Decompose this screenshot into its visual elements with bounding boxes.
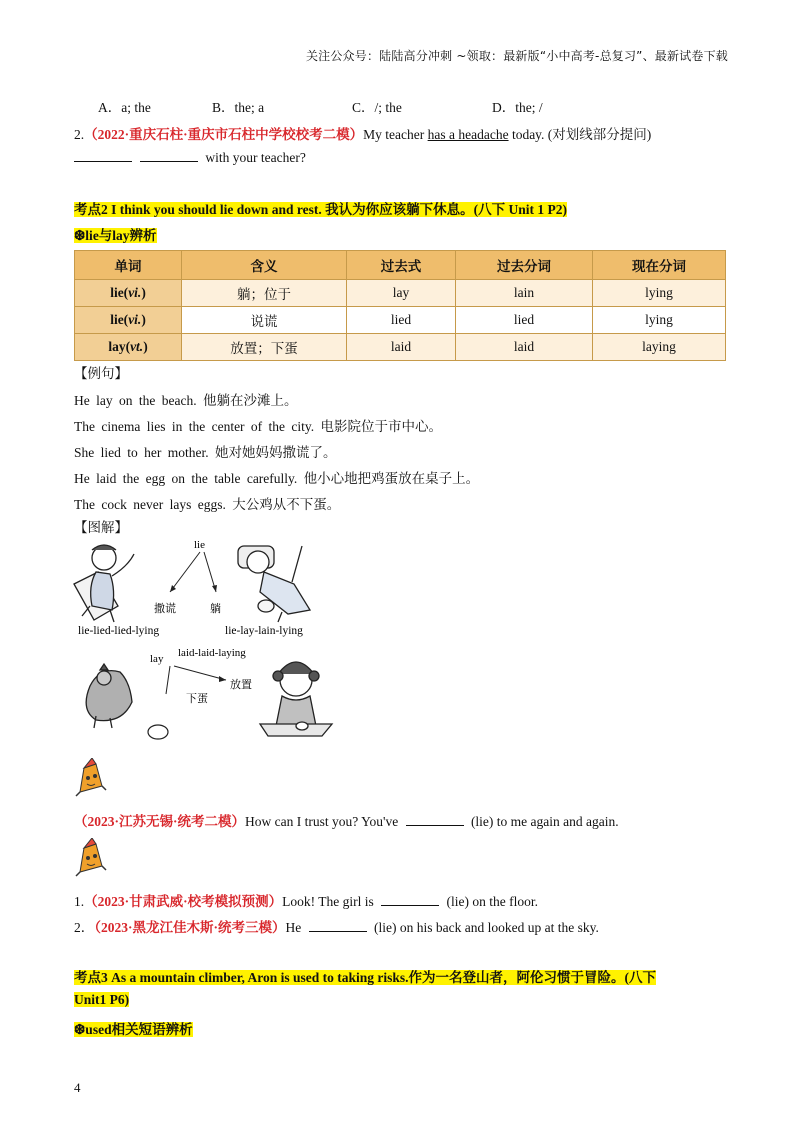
col-header: 过去式 [347, 251, 456, 280]
present-participle-cell: laying [593, 334, 726, 361]
lie-lay-table [74, 250, 726, 361]
past-cell: lied [347, 307, 456, 334]
arrow-head [219, 676, 226, 682]
word-cell: lay(vt.) [75, 334, 182, 361]
pencil-mascot-icon [74, 838, 108, 878]
meaning-cell: 说谎 [182, 307, 347, 334]
word-cell: lie(vi.) [75, 280, 182, 307]
kaodian-3-title: 考点3 As a mountain climber, Aron is used to taking risks.作为一名登山者，阿伦习惯于冒险。(八下 [74, 970, 657, 985]
col-header: 单词 [75, 251, 182, 280]
past-participle-cell: lain [456, 280, 593, 307]
past-cell: lay [347, 280, 456, 307]
question-2-top [74, 123, 651, 143]
meaning-cell: 放置；下蛋 [182, 334, 347, 361]
option-a: A．a; the [98, 100, 151, 115]
examples-label: 【例句】 [74, 366, 128, 381]
answer-blank-2[interactable] [140, 149, 198, 162]
egg-illustration [148, 725, 168, 739]
table-header-row [75, 251, 726, 280]
option-b: B．the; a [212, 100, 265, 115]
table-row [75, 280, 726, 307]
arrow-left [170, 552, 200, 592]
hen-illustration [86, 664, 132, 728]
lay-label: lay [150, 653, 164, 665]
page-header: 关注公众号：陆陆高分冲刺 ~领取：最新版“小中高考-总复习”、最新试卷下载 [305, 49, 728, 63]
lie-lay-diagram [70, 536, 350, 746]
girl-lying-illustration [238, 546, 310, 622]
underlined-phrase: has a headache [427, 127, 509, 142]
question-text-after: today. (对划线部分提问) [508, 127, 652, 142]
question-text: My teacher [363, 127, 428, 142]
answer-blank[interactable] [309, 919, 367, 932]
lay-left-label: 下蛋 [186, 692, 208, 705]
pencil-mascot-icon [74, 758, 108, 798]
question-tail: with your teacher? [205, 150, 306, 165]
col-header: 含义 [182, 251, 347, 280]
question-main: （2023·江苏无锡·统考二模）How can I trust you? You've (lie) to me again and again. [74, 814, 619, 829]
diagram-root-label: lie [194, 539, 205, 551]
practice-question: 1.（2023·甘肃武威·校考模拟预测）Look! The girl is (lie) on the floor. [74, 894, 538, 909]
question-2-answer-line [74, 149, 306, 166]
page-number: 4 [74, 1080, 81, 1095]
boy-lying-illustration [74, 545, 134, 622]
diagram-label: 【图解】 [74, 520, 128, 535]
answer-blank[interactable] [381, 893, 439, 906]
answer-blank-1[interactable] [74, 149, 132, 162]
question-source: （2022·重庆石柱·重庆市石柱中学校校考二模） [84, 127, 364, 142]
kaodian-2-subtitle: ❆lie与lay辨析 [74, 228, 157, 243]
branch-left-label: 撒谎 [154, 602, 176, 615]
present-participle-cell: lying [593, 280, 726, 307]
lay-forms: laid-laid-laying [178, 647, 246, 659]
meaning-cell: 躺；位于 [182, 280, 347, 307]
branch-right-label: 躺 [210, 602, 221, 615]
example-sentence: She lied to her mother. 她对她妈妈撒谎了。 [74, 445, 337, 460]
practice-question: 2．（2023·黑龙江佳木斯·统考三模）He (lie) on his back and looked up at the sky. [74, 920, 599, 935]
kaodian-3-subtitle: ❆used相关短语辨析 [74, 1022, 193, 1037]
table-row [75, 334, 726, 361]
kaodian-2-title: 考点2 I think you should lie down and rest. 我认为你应该躺下休息。(八下 Unit 1 P2) [74, 202, 567, 217]
table-row [75, 307, 726, 334]
question-number: 2. [74, 127, 85, 142]
col-header: 现在分词 [593, 251, 726, 280]
lie-forms-left: lie-lied-lied-lying [78, 625, 160, 637]
past-participle-cell: lied [456, 307, 593, 334]
lay-right-label: 放置 [230, 678, 252, 691]
arrow-head [212, 585, 217, 592]
girl-placing-egg-illustration [260, 662, 332, 736]
answer-blank[interactable] [406, 813, 464, 826]
option-c: C．/; the [352, 100, 402, 115]
arrow-right-lay [174, 666, 226, 680]
word-cell: lie(vi.) [75, 307, 182, 334]
past-participle-cell: laid [456, 334, 593, 361]
past-cell: laid [347, 334, 456, 361]
arrow-head [170, 585, 176, 592]
example-sentence: He laid the egg on the table carefully. 他小心地把鸡蛋放在桌子上。 [74, 471, 480, 486]
present-participle-cell: lying [593, 307, 726, 334]
col-header: 过去分词 [456, 251, 593, 280]
example-sentence: The cock never lays eggs. 大公鸡从不下蛋。 [74, 497, 341, 512]
example-sentence: The cinema lies in the center of the city. 电影院位于市中心。 [74, 419, 443, 434]
kaodian-3-title-cont: Unit1 P6) [74, 992, 130, 1007]
arrow-down [166, 666, 170, 694]
option-d: D．the; / [492, 100, 543, 115]
lie-forms-right: lie-lay-lain-lying [225, 625, 303, 637]
example-sentence: He lay on the beach. 他躺在沙滩上。 [74, 393, 298, 408]
